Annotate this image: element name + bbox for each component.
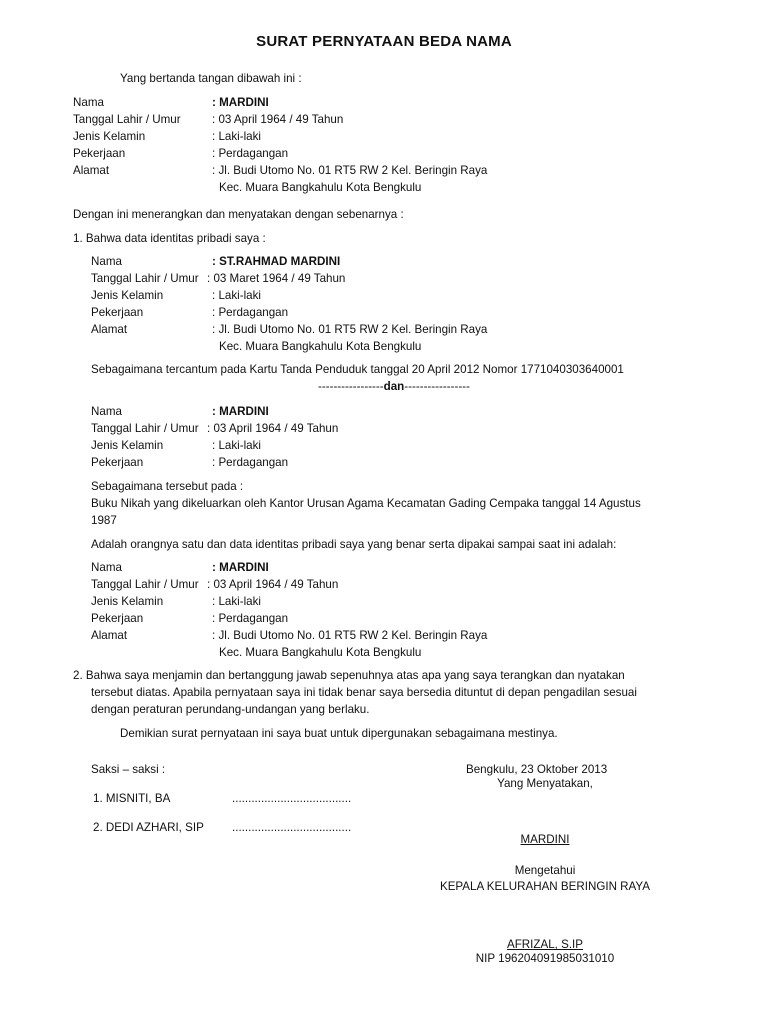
official-name: AFRIZAL, S.IP (506, 938, 584, 951)
place-date: Bengkulu, 23 Oktober 2013 (466, 763, 608, 776)
field-label: Tanggal Lahir / Umur (91, 272, 199, 285)
field-value: : Jl. Budi Utomo No. 01 RT5 RW 2 Kel. Beringin Raya (212, 164, 488, 177)
field-value: : 03 April 1964 / 49 Tahun (207, 422, 339, 435)
field-label: Nama (91, 561, 122, 574)
field-label: Pekerjaan (91, 612, 144, 625)
field-label: Alamat (73, 164, 110, 177)
declarant-name: MARDINI (520, 833, 570, 846)
official-title: KEPALA KELURAHAN BERINGIN RAYA (439, 880, 651, 893)
identity1-address-line2: Kec. Muara Bangkahulu Kota Bengkulu (219, 340, 422, 353)
identity1-row-address (91, 321, 488, 338)
official-nip: NIP 196204091985031010 (475, 952, 615, 965)
identity2-row-birth (91, 420, 339, 437)
source-line-1: Buku Nikah yang dikeluarkan oleh Kantor Urusan Agama Kecamatan Gading Cempaka tanggal 14 Agustus (91, 497, 641, 510)
same-person-text: Adalah orangnya satu dan data identitas pribadi saya yang benar serta dipakai sampai saat ini adalah: (91, 538, 617, 551)
field-value: : Laki-laki (212, 289, 261, 302)
identity2-row-job (91, 454, 289, 471)
identity1-row-gender (91, 287, 261, 304)
point-1: 1. Bahwa data identitas pribadi saya : (73, 232, 266, 245)
field-value: : MARDINI (212, 405, 269, 418)
field-value: : Perdagangan (212, 147, 289, 160)
field-value: : 03 April 1964 / 49 Tahun (212, 113, 344, 126)
field-value: : 03 Maret 1964 / 49 Tahun (207, 272, 346, 285)
separator-dashes-right: ----------------- (404, 380, 470, 393)
field-value: : Jl. Budi Utomo No. 01 RT5 RW 2 Kel. Beringin Raya (212, 629, 488, 642)
acknowledged-label: Mengetahui (514, 864, 576, 877)
identity3-address-line2: Kec. Muara Bangkahulu Kota Bengkulu (219, 646, 422, 659)
separator-word: dan (383, 380, 405, 393)
field-label: Jenis Kelamin (91, 595, 164, 608)
statement-text: Dengan ini menerangkan dan menyatakan dengan sebenarnya : (73, 208, 404, 221)
field-label: Pekerjaan (73, 147, 126, 160)
field-value: : Perdagangan (212, 306, 289, 319)
identity3-row-address (91, 627, 488, 644)
identity2-row-gender (91, 437, 261, 454)
witness-1-signature-line: ..................................... (232, 792, 352, 805)
field-label: Tanggal Lahir / Umur (91, 422, 199, 435)
field-value: : Laki-laki (212, 595, 261, 608)
field-value: : ST.RAHMAD MARDINI (212, 255, 341, 268)
field-label: Jenis Kelamin (91, 289, 164, 302)
field-label: Tanggal Lahir / Umur (91, 578, 199, 591)
field-label: Pekerjaan (91, 456, 144, 469)
field-value: : Perdagangan (212, 612, 289, 625)
identity3-row-nama (91, 559, 269, 576)
intro-text: Yang bertanda tangan dibawah ini : (120, 72, 302, 85)
signer-row-gender (73, 128, 261, 145)
signer-row-birth (73, 111, 344, 128)
signer-row-job (73, 145, 289, 162)
ktp-note: Sebagaimana tercantum pada Kartu Tanda Penduduk tanggal 20 April 2012 Nomor 1771040303640001 (91, 363, 624, 376)
closing-text: Demikian surat pernyataan ini saya buat untuk dipergunakan sebagaimana mestinya. (120, 727, 558, 740)
field-value: : MARDINI (212, 561, 269, 574)
identity3-row-job (91, 610, 289, 627)
field-value: : Laki-laki (212, 130, 261, 143)
declarant-label: Yang Menyatakan, (497, 777, 593, 790)
witness-2-signature-line: ..................................... (232, 821, 352, 834)
field-label: Jenis Kelamin (91, 439, 164, 452)
field-value: : Laki-laki (212, 439, 261, 452)
witness-1-name: 1. MISNITI, BA (93, 792, 171, 805)
document-title: SURAT PERNYATAAN BEDA NAMA (256, 33, 512, 50)
identity2-row-nama (91, 403, 269, 420)
signer-address-line2: Kec. Muara Bangkahulu Kota Bengkulu (219, 181, 422, 194)
identity3-row-birth (91, 576, 339, 593)
field-label: Alamat (91, 629, 128, 642)
field-label: Nama (91, 255, 122, 268)
point-2-line-3: dengan peraturan perundang-undangan yang berlaku. (91, 703, 370, 716)
field-value: : MARDINI (212, 96, 269, 109)
signer-row-address (73, 162, 488, 179)
field-label: Alamat (91, 323, 128, 336)
field-label: Nama (91, 405, 122, 418)
point-2-line-2: tersebut diatas. Apabila pernyataan saya ini tidak benar saya bersedia dituntut di depan pengadilan sesuai (91, 686, 637, 699)
witness-2-name: 2. DEDI AZHARI, SIP (93, 821, 204, 834)
point-2-line-1: 2. Bahwa saya menjamin dan bertanggung jawab sepenuhnya atas apa yang saya terangkan dan nyatakan (73, 669, 625, 682)
source-intro: Sebagaimana tersebut pada : (91, 480, 244, 493)
signer-row-nama (73, 94, 269, 111)
field-value: : Perdagangan (212, 456, 289, 469)
field-label: Pekerjaan (91, 306, 144, 319)
field-label: Jenis Kelamin (73, 130, 146, 143)
separator-dashes-left: ----------------- (318, 380, 384, 393)
field-value: : 03 April 1964 / 49 Tahun (207, 578, 339, 591)
identity1-row-birth (91, 270, 346, 287)
field-value: : Jl. Budi Utomo No. 01 RT5 RW 2 Kel. Beringin Raya (212, 323, 488, 336)
separator (318, 378, 470, 395)
witness-heading: Saksi – saksi : (91, 763, 166, 776)
field-label: Nama (73, 96, 104, 109)
source-line-2: 1987 (91, 514, 117, 527)
identity3-row-gender (91, 593, 261, 610)
field-label: Tanggal Lahir / Umur (73, 113, 181, 126)
identity1-row-job (91, 304, 289, 321)
identity1-row-nama (91, 253, 341, 270)
